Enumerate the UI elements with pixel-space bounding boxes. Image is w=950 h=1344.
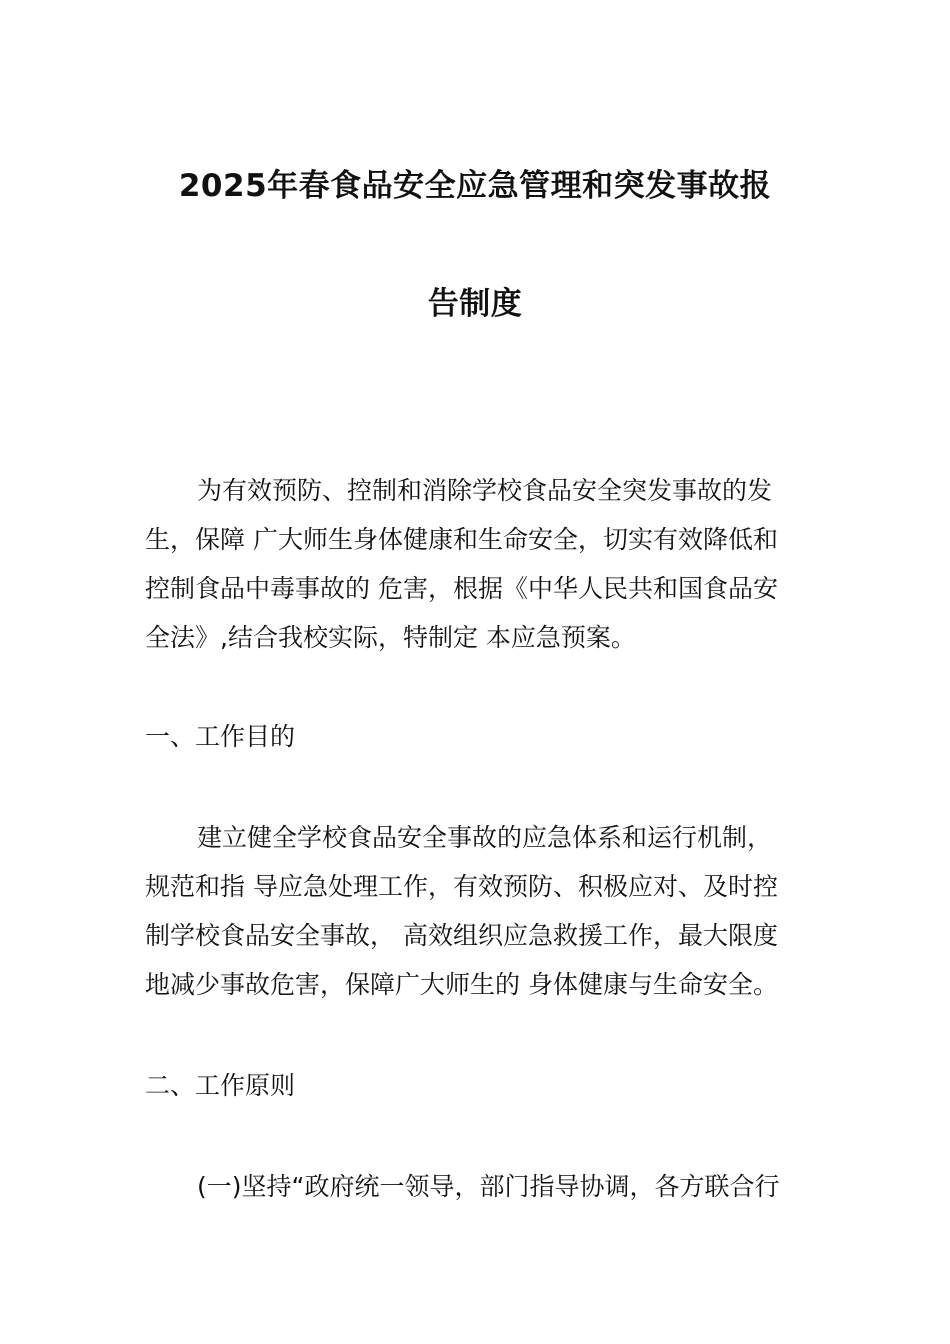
intro-line: 控制食品中毒事故的 危害，根据《中华人民共和国食品安 <box>145 574 778 603</box>
document-title-line-1: 2025年春食品安全应急管理和突发事故报 <box>178 168 772 204</box>
intro-line: 生，保障 广大师生身体健康和生命安全，切实有效降低和 <box>145 525 778 554</box>
purpose-line: 规范和指 导应急处理工作，有效预防、积极应对、及时控 <box>145 872 778 901</box>
document-title-line-2: 告制度 <box>427 286 523 322</box>
principles-line: (一)坚持“政府统一领导，部门指导协调，各方联合行 <box>197 1172 780 1201</box>
section-heading-text: 二、工作原则 <box>145 1071 296 1100</box>
intro-paragraph <box>145 466 810 662</box>
section-heading-purpose <box>145 712 810 761</box>
section-heading-principles <box>145 1061 810 1110</box>
purpose-line: 制学校食品安全事故， 高效组织应急救援工作，最大限度 <box>145 921 778 950</box>
intro-line: 全法》,结合我校实际，特制定 本应急预案。 <box>145 623 636 652</box>
section-heading-text: 一、工作目的 <box>145 722 296 751</box>
purpose-line: 地减少事故危害，保障广大师生的 身体健康与生命安全。 <box>145 970 778 999</box>
principles-paragraph <box>145 1162 810 1211</box>
purpose-line: 建立健全学校食品安全事故的应急体系和运行机制， <box>197 823 773 852</box>
intro-line: 为有效预防、控制和消除学校食品安全突发事故的发 <box>197 476 773 505</box>
purpose-paragraph <box>145 813 810 1009</box>
